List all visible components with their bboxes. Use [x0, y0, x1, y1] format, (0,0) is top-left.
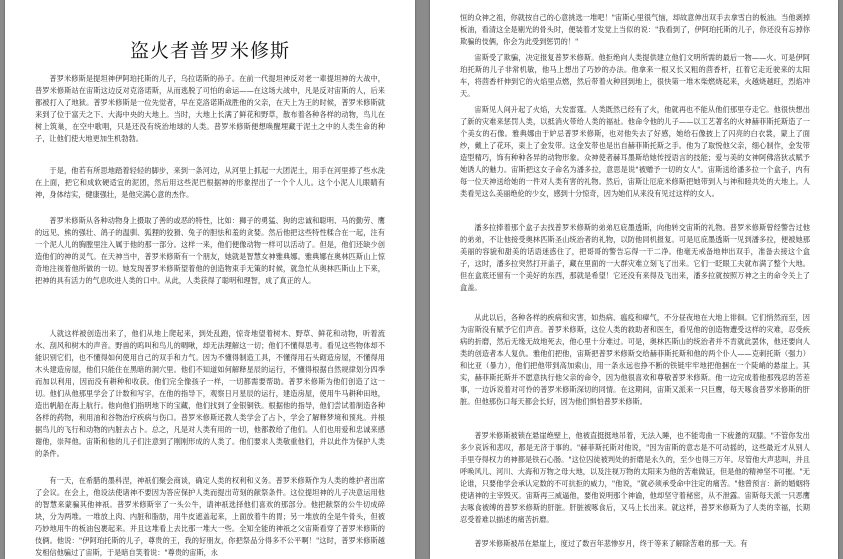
paragraph: 普罗米修斯是提坦神伊阿珀托斯的儿子，乌拉诺斯的孙子。在前一代提坦神反对老一辈提坦神的大战中，普罗米修斯站在宙斯这边反对克洛诺斯，从而逃脱了可怕的命运——在这场大战中，凡是反对宙斯的人，后来都被打入了地狱。普罗米修斯是一位先觉者，早在克洛诺斯战胜他的父亲，在天上为王的时候，普罗米修斯就来到了位于富天之下、大海中央的大地上。当时，大地上长满了鲜花和野草，散布着各种各样的动物，鸟儿在树上筑巢，在空中歌唱，只是还没有统治地球的人类。普罗米修斯便想唤醒埋藏于泥土之中的人类生命的种子，让他们使大地更加生机勃勃。 [35, 74, 385, 143]
paragraph: 有一天，在希腊的墨科涅，神祇们聚会商谈，确定人类的权利和义务。普罗米修斯作为人类的维护者出席了会议。在会上，他设法使诸神不要因为答应保护人类而提出苛刻的献祭条件。这位提坦神的儿子决意运用他的智慧来蒙骗其他神祇。普罗米修斯宰了一头公牛，请神祇选择他们喜欢的那部分。他把献祭的公牛切成碎块，分为两堆。一堆放上肉、内脏和脂肪，用牛皮遮盖起来，上面放着牛的胃；另一堆放的全是牛骨头，但被巧妙地用牛的板油包裹起来。并且这堆看上去比那一堆大一些。全知全能的神祇之父宙斯看穿了普罗米修斯的伎俩。他说："伊阿珀托斯的儿子，尊贵的王，我的好朋友，你把祭品分得多不公平啊！"这时，普罗米修斯越发相信他骗过了宙斯，于是暗自笑着说："尊贵的宙斯，永 [35, 476, 385, 557]
paragraph: 普罗米修斯从各种动物身上摄取了善的或恶的特性，比如：狮子的勇猛、狗的忠诚和聪明、马的勤劳、鹰的远见、熊的强壮、鸽子的温驯、狐狸的狡猾、兔子的胆怯和羞的贪婪。然后他把这些特性糅合在一起，注有一个泥人儿的胸膛里注入属于他的那一部分。这样一来，他们便像动物一样可以活动了。但是，他们还缺少创造他们的神的灵气。在天神当中，普罗米修斯有一个朋友，她就是智慧女神雅典娜。雅典娜在奥林匹斯山上惊奇地注视着他所做的一切。她发现普罗米修斯望着他的创造物束手无策的时候，就急忙从奥林匹斯山上下来，把神的具有活力的气息吹进人类的口中。从此，人类获得了聪明和理智，成了真正的人。 [35, 216, 385, 285]
paragraph: 恒的众神之祖，你就按自己的心意挑选一堆吧！"宙斯心里很气恼，却故意伸出双手去拿雪白的板油。当他剥掉板油，看清这全是剔光的骨头时，便装着才发觉上当似的说："我看到了，伊阿珀托斯的儿子，你还没有忘掉你欺骗的伎俩，你会为此受到惩罚的！" [460, 13, 810, 46]
document-title: 盗火者普罗米修斯 [129, 40, 290, 62]
document-page-right [430, 0, 838, 559]
paragraph: 普罗米修斯被锁在悬崖绝壁上，他被直挺挺地吊着，无法入睡，也不能弯曲一下疲惫的双膝。"不管你发出多少哀诉和悲叹，都是无济于事的。"赫菲斯托斯对他说，"因为宙斯的意志是不可动摇的，这些最近才从别人手里夺得权力的神都是铁石心肠。"这位囚徒被判处的折磨是永久的，至少也得三万年。尽管他大声悲叫，并且呼唤风儿、河川、大海和万物之母大地，以及注视万物的太阳来为他的苦难做证，但是他的精神坚不可摧。"无论谁，只要他学会承认定数的不可抗拒的威力，"他说，"就必须承受命中注定的痛苦。"他曾预言：新的婚姻将使诸神的主宰毁灭。宙斯再三威逼他，要他说明那个神谕，他却坚守着秘密，从不泄露。宙斯每天派一只恶鹰去啄食被缚的普罗米修斯的肝脏。肝脏被啄食后，又马上长出来。就这样，普罗米修斯为了人类的幸福，长期忍受着难以描述的痛苦折磨。 [460, 431, 810, 524]
paragraph: 宙斯见人间升起了火焰，大发雷霆。人类既然已经有了火，他就再也不能从他们那里夺走它。他很快想出了新的灾难来惩罚人类，以抵消火带给人类的福祉。他命令他的儿子——以工艺著名的火神赫菲斯托斯造了一个美女的石像。雅典娜由于妒忌普罗米修斯，也对他失去了好感，她给石像披上了闪亮的白衣裳，蒙上了面纱，戴上了花环，束上了金发带。这金发带也是出自赫菲斯托斯之手。他为了取悦他父亲，细心制作，金发带造型精巧，饰有种种各异的动物形象。众神使者赫耳墨斯给她传授语言的技能；爱与美的女神阿佛洛狄忒赋予她诱人的魅力。宙斯把这女子命名为潘多拉，意思是说"被赠予一切的女人"。宙斯送给潘多拉一个盒子，内有每一位天神送给她的一件对人类有害的礼物。然后，宙斯让厄庇米修斯把她带到人与神和睦共处的大地上。人类看见这么美丽绝伦的少女，感到十分惊奇，因为她们从来没有见过这样的女人。 [460, 105, 810, 198]
paragraph: 宙斯受了欺骗，决定报复普罗米修斯。他拒绝向人类提供建立他们文明所需的最后一物——火。可是伊阿珀托斯的儿子非常机敏，他马上想出了巧妙的办法。他拿来一根又长又粗的茴香杆，扛着它走近驶来的太阳车，将茴香杆伸到它的火焰里点燃，然后带着火种回到地上，很快第一堆木柴燃烧起来，火越烧越旺，烈焰冲天。 [460, 53, 810, 98]
paragraph: 人就这样被创造出来了，他们从地上爬起来，到处乱跑，惊奇地望着树木、野草、鲜花和动物，听着流水、刮风和树木的声音。野兽的呜叫和鸟儿的啁啾，却无法理解这一切；他们不懂得思考。看见这些物体却不能识别它们，也不懂得如何使用自己的双手和力气。因为不懂得制造工具，不懂得用石头砌造房屋，不懂得用木头建造房屋，他们只能住在黑暗的洞穴里。他们不知道如何解释星辰的运行，不懂得根据自然规律划分四季而加以利用，因而没有耕种和收获。他们完全像孩子一样，一切都需要帮助。普罗米修斯为他们创造了这一切。他们从他那里学会了计数和写字，在他的指导下，观察日月星辰的运行，建造房屋，使用牛马耕种田地，造出帆船在海上航行。他向他们指明地下的宝藏，他们找到了金银铜铁。根据他的指导，他们尝试着制造各种各样的药物，利用油和谷物治疗疾病与伤口。普罗米修斯还教人类学会了占卜，学会了解释梦境和预兆。并根据鸟儿的飞行和动物的内脏去占卜。总之，凡是对人类有用的一切，他都教给了他们。人们也用爱和忠诚来感谢他，崇拜他。宙斯和他的儿子们注意到了刚刚形成的人类了。他们要求人类敬重他们，并以此作为保护人类的条件。 [35, 329, 385, 458]
paragraph: 于是，他若有所思地踏着轻轻的脚步，来到一条河边，从河里上抓起一大团泥土，用手在河里捧了些水洗在上面，把它和成软硬适宜的泥团，然后用这些泥巴根据神的形象捏出了一个个人儿。这个小泥人儿眼睛有神，身体结实，健康强壮，是他完满心意的杰作。 [35, 166, 385, 199]
paragraph: 普罗米修斯被吊在悬崖上，度过了数百年悲惨岁月，终于等来了解除苦难的那一天。有 [474, 539, 748, 548]
paragraph: 从此以后，各种各样的疾病和灾害，如热病、瘟疫和瘴气，不分昼夜地在大地上徘徊。它们悄然而至，因为宙斯没有赋予它们声音。普罗米修斯，这位人类的救助者和医生，看见他的创造物遭受这样的灾难，忍受疾病的折磨，然后无缘无故地死去，他心里十分难过。可是，奥林匹斯山的统治者并不肯就此罢休，他还要向人类的创造者本人复仇。雅他们把他，宙斯把普罗米修斯交给赫菲斯托斯和他的两个仆人——克刺托斯（强力）和比亚（暴力），他们把他带到高加索山，用一条永远也挣不断的铁链牢牢地把他捆在一个陡峭的悬崖上。其实，赫菲斯托斯并不愿意执行他父亲的命令，因为他很喜欢和尊敬普罗米修斯。他一边完成着他那残忍的苦差事，一边诉说着对可怜的普罗米修斯深切的同情。在这期间，宙斯又派来一只巨鹰，每天啄食普罗米修斯的肝脏。但他那伤口每天都会长好，因为他们惧怕普罗米修斯。 [460, 313, 810, 406]
document-page-left [5, 0, 415, 559]
paragraph: 潘多拉捧着那个盒子去找普罗米修斯的弟弟厄庇墨透斯，向他转交宙斯的礼物。普罗米修斯曾经警告过他的弟弟，不让他接受奥林匹斯圣山统治者的礼物，以防他同机报复。可是厄庇墨透斯一见到潘多拉，便被她那美丽的容貌和甜美的话语迷惑住了，把哥哥的警告忘得一干二净。他毫无戒备地伸出双手，准备去接这个盒子，这时，潘多拉突然打开盖子，藏在里面的一大群灾难立刻飞了出来。它们一眨眼工夫就布满了整个大地。但在盒底还留有一个美好的东西，那就是希望！它还没有来得及飞出来，潘多拉就按照万神之主的命令关上了盒盖。 [460, 223, 810, 292]
